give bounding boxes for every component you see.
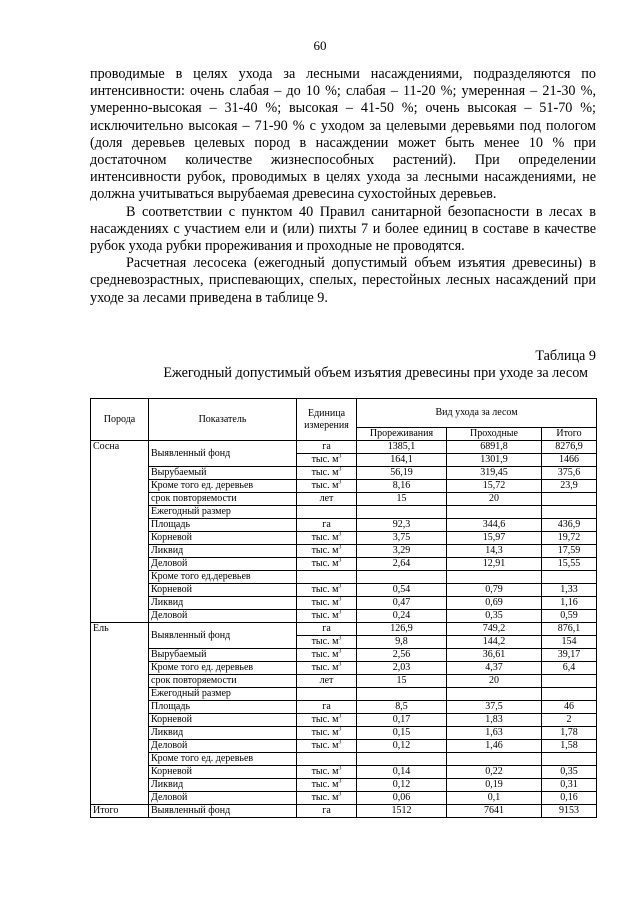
unit-superscript: 3 (338, 609, 342, 616)
indicator-cell: Кроме того ед.деревьев (149, 571, 297, 584)
indicator-cell: Вырубаемый (149, 649, 297, 662)
value-cell: 0,19 (447, 779, 542, 792)
value-cell: 319,45 (447, 467, 542, 480)
value-cell (542, 493, 597, 506)
indicator-cell: срок повторяемости (149, 493, 297, 506)
unit-text: тыс. м (311, 714, 339, 725)
table-row (91, 688, 597, 701)
unit-cell (297, 701, 357, 714)
indicator-cell: Выявленный фонд (149, 623, 297, 649)
value-cell: 9,8 (357, 636, 447, 649)
table-row (91, 597, 597, 610)
value-cell: 375,6 (542, 467, 597, 480)
indicator-cell: Ежегодный размер (149, 506, 297, 519)
species-cell: Ель (91, 623, 149, 805)
table-number: Таблица 9 (535, 348, 596, 364)
value-cell: 0,69 (447, 597, 542, 610)
unit-text: тыс. м (311, 532, 339, 543)
unit-text: тыс. м (311, 766, 339, 777)
unit-cell (297, 610, 357, 623)
value-cell: 7641 (447, 805, 542, 818)
value-cell (357, 688, 447, 701)
unit-text: тыс. м (311, 740, 339, 751)
value-cell: 0,24 (357, 610, 447, 623)
value-cell: 23,9 (542, 480, 597, 493)
total-row (91, 805, 597, 818)
value-cell: 1,58 (542, 740, 597, 753)
table-row (91, 675, 597, 688)
indicator-cell: Площадь (149, 519, 297, 532)
value-cell: 15,97 (447, 532, 542, 545)
unit-superscript: 3 (338, 479, 342, 486)
unit-text: тыс. м (311, 727, 339, 738)
table-row (91, 467, 597, 480)
unit-text: га (322, 441, 331, 452)
value-cell: 1466 (542, 454, 597, 467)
value-cell: 2,64 (357, 558, 447, 571)
indicator-cell: Корневой (149, 584, 297, 597)
table-row (91, 623, 597, 636)
unit-text: тыс. м (311, 610, 339, 621)
indicator-cell: Деловой (149, 792, 297, 805)
value-cell: 0,12 (357, 779, 447, 792)
table-row (91, 714, 597, 727)
indicator-cell: Выявленный фонд (149, 805, 297, 818)
table-row (91, 792, 597, 805)
harvest-volume-table (90, 398, 597, 818)
indicator-cell: Площадь (149, 701, 297, 714)
value-cell: 876,1 (542, 623, 597, 636)
indicator-cell: Корневой (149, 532, 297, 545)
unit-superscript: 3 (338, 596, 342, 603)
table-row (91, 649, 597, 662)
value-cell (357, 506, 447, 519)
value-cell: 126,9 (357, 623, 447, 636)
value-cell: 0,59 (542, 610, 597, 623)
value-cell: 0,15 (357, 727, 447, 740)
value-cell: 154 (542, 636, 597, 649)
unit-cell (297, 493, 357, 506)
page-number: 60 (313, 38, 327, 53)
unit-superscript: 3 (338, 778, 342, 785)
unit-cell (297, 571, 357, 584)
body-text (90, 66, 596, 307)
table-row (91, 493, 597, 506)
species-cell: Итого (91, 805, 149, 818)
indicator-cell: Корневой (149, 766, 297, 779)
header-indicator: Показатель (149, 399, 297, 441)
value-cell: 1301,9 (447, 454, 542, 467)
unit-text: тыс. м (311, 454, 339, 465)
value-cell: 3,29 (357, 545, 447, 558)
unit-superscript: 3 (338, 544, 342, 551)
table-row (91, 701, 597, 714)
value-cell (542, 571, 597, 584)
header-total: Итого (542, 428, 597, 441)
indicator-cell: Ликвид (149, 779, 297, 792)
species-cell: Сосна (91, 441, 149, 623)
indicator-cell: Ежегодный размер (149, 688, 297, 701)
unit-superscript: 3 (338, 726, 342, 733)
unit-cell (297, 545, 357, 558)
value-cell (357, 571, 447, 584)
table-row (91, 740, 597, 753)
value-cell: 1,16 (542, 597, 597, 610)
indicator-cell: Деловой (149, 610, 297, 623)
value-cell: 15,72 (447, 480, 542, 493)
value-cell: 436,9 (542, 519, 597, 532)
unit-cell (297, 480, 357, 493)
indicator-cell: Кроме того ед. деревьев (149, 662, 297, 675)
value-cell: 0,54 (357, 584, 447, 597)
unit-text: тыс. м (311, 779, 339, 790)
unit-text: тыс. м (311, 597, 339, 608)
unit-cell: га (297, 805, 357, 818)
unit-cell (297, 792, 357, 805)
indicator-cell: Ликвид (149, 545, 297, 558)
table-row (91, 727, 597, 740)
value-cell: 0,06 (357, 792, 447, 805)
value-cell (357, 753, 447, 766)
value-cell: 2 (542, 714, 597, 727)
indicator-cell: Деловой (149, 740, 297, 753)
unit-text: тыс. м (311, 545, 339, 556)
unit-superscript: 3 (338, 453, 342, 460)
value-cell: 0,35 (447, 610, 542, 623)
indicator-cell: Деловой (149, 558, 297, 571)
value-cell: 6891,8 (447, 441, 542, 454)
table-row (91, 558, 597, 571)
table-row (91, 779, 597, 792)
unit-cell (297, 675, 357, 688)
header-species: Порода (91, 399, 149, 441)
value-cell: 2,56 (357, 649, 447, 662)
value-cell: 8276,9 (542, 441, 597, 454)
header-care-type: Вид ухода за лесом (357, 399, 597, 428)
unit-text: тыс. м (311, 649, 339, 660)
unit-superscript: 3 (338, 765, 342, 772)
table-row (91, 610, 597, 623)
indicator-cell: срок повторяемости (149, 675, 297, 688)
unit-cell (297, 727, 357, 740)
value-cell: 6,4 (542, 662, 597, 675)
table-row (91, 584, 597, 597)
unit-cell (297, 441, 357, 454)
unit-superscript: 3 (338, 531, 342, 538)
unit-text: тыс. м (311, 636, 339, 647)
unit-cell (297, 623, 357, 636)
value-cell: 46 (542, 701, 597, 714)
unit-superscript: 3 (338, 713, 342, 720)
unit-cell (297, 688, 357, 701)
indicator-cell: Выявленный фонд (149, 441, 297, 467)
value-cell: 164,1 (357, 454, 447, 467)
unit-cell (297, 597, 357, 610)
indicator-cell: Ликвид (149, 727, 297, 740)
unit-cell (297, 532, 357, 545)
unit-superscript: 3 (338, 466, 342, 473)
value-cell (447, 571, 542, 584)
paragraph-intensity: проводимые в целях ухода за лесными насаждениями, подразделяются по интенсивности: очень слабая – до 10 %; слабая – 11-20 %; умеренная – 21-30 %, умеренно-высокая – 31-40 %; высокая – 41-50 %; очень высокая – 51-70 %; исключительно высокая – 71-90 % с уходом за целевыми деревьями под пологом (доля деревьев целевых пород в насаждении может быть менее 10 % при достаточном количестве жизнеспособных растений). При определении интенсивности рубок, проводимых в целях ухода за лесными насаждениями, не должна учитываться вырубаемая древесина сухостойных деревьев. (90, 66, 596, 203)
value-cell: 19,72 (542, 532, 597, 545)
table-row (91, 662, 597, 675)
value-cell: 0,47 (357, 597, 447, 610)
header-unit: Единица измерения (297, 399, 357, 441)
table-row (91, 753, 597, 766)
unit-superscript: 3 (338, 557, 342, 564)
unit-cell (297, 740, 357, 753)
value-cell: 1,78 (542, 727, 597, 740)
value-cell: 20 (447, 675, 542, 688)
table-caption (90, 348, 596, 382)
value-cell: 0,79 (447, 584, 542, 597)
unit-cell (297, 714, 357, 727)
unit-text: тыс. м (311, 467, 339, 478)
value-cell: 15,55 (542, 558, 597, 571)
unit-superscript: 3 (338, 661, 342, 668)
unit-text: лет (319, 493, 334, 504)
value-cell: 0,12 (357, 740, 447, 753)
value-cell: 15 (357, 675, 447, 688)
value-cell: 0,1 (447, 792, 542, 805)
indicator-cell: Ликвид (149, 597, 297, 610)
indicator-cell: Корневой (149, 714, 297, 727)
value-cell: 8,16 (357, 480, 447, 493)
value-cell: 1385,1 (357, 441, 447, 454)
unit-text: га (322, 519, 331, 530)
value-cell: 2,03 (357, 662, 447, 675)
value-cell: 8,5 (357, 701, 447, 714)
unit-text: тыс. м (311, 584, 339, 595)
value-cell: 1512 (357, 805, 447, 818)
unit-superscript: 3 (338, 791, 342, 798)
value-cell: 39,17 (542, 649, 597, 662)
value-cell: 0,16 (542, 792, 597, 805)
value-cell: 1,63 (447, 727, 542, 740)
table-row (91, 532, 597, 545)
value-cell: 0,31 (542, 779, 597, 792)
value-cell: 144,2 (447, 636, 542, 649)
unit-text: га (322, 623, 331, 634)
table-row (91, 766, 597, 779)
unit-cell (297, 662, 357, 675)
header-passing: Проходные (447, 428, 542, 441)
indicator-cell: Вырубаемый (149, 467, 297, 480)
table-row (91, 519, 597, 532)
value-cell: 1,83 (447, 714, 542, 727)
value-cell (542, 506, 597, 519)
value-cell (542, 688, 597, 701)
value-cell: 20 (447, 493, 542, 506)
unit-superscript: 3 (338, 583, 342, 590)
value-cell (447, 506, 542, 519)
value-cell: 56,19 (357, 467, 447, 480)
unit-text: тыс. м (311, 558, 339, 569)
value-cell: 0,22 (447, 766, 542, 779)
unit-text: лет (319, 675, 334, 686)
unit-cell (297, 454, 357, 467)
table-row (91, 506, 597, 519)
unit-text: тыс. м (311, 662, 339, 673)
unit-text: га (322, 701, 331, 712)
unit-cell (297, 753, 357, 766)
unit-text: тыс. м (311, 792, 339, 803)
table-row (91, 441, 597, 454)
unit-cell (297, 506, 357, 519)
value-cell: 9153 (542, 805, 597, 818)
unit-superscript: 3 (338, 635, 342, 642)
indicator-cell: Кроме того ед. деревьев (149, 480, 297, 493)
value-cell: 12,91 (447, 558, 542, 571)
value-cell: 17,59 (542, 545, 597, 558)
table-body (91, 441, 597, 818)
unit-cell (297, 766, 357, 779)
value-cell (447, 688, 542, 701)
value-cell: 1,33 (542, 584, 597, 597)
paragraph-allowable-cut: Расчетная лесосека (ежегодный допустимый объем изъятия древесины) в средневозрастных, приспевающих, спелых, перестойных лесных насаждений при уходе за лесами приведена в таблице 9. (90, 255, 596, 306)
value-cell: 344,6 (447, 519, 542, 532)
value-cell (542, 753, 597, 766)
value-cell: 15 (357, 493, 447, 506)
value-cell: 749,2 (447, 623, 542, 636)
unit-cell (297, 779, 357, 792)
table-row (91, 480, 597, 493)
paragraph-rules: В соответствии с пунктом 40 Правил санитарной безопасности в лесах в насаждениях с участием ели и (или) пихты 7 и более единиц в составе в качестве рубок ухода рубки прореживания и проходные не проводятся. (90, 203, 596, 255)
value-cell: 37,5 (447, 701, 542, 714)
value-cell: 36,61 (447, 649, 542, 662)
value-cell (542, 675, 597, 688)
table-row (91, 571, 597, 584)
unit-cell (297, 467, 357, 480)
value-cell: 14,3 (447, 545, 542, 558)
value-cell: 3,75 (357, 532, 447, 545)
unit-cell (297, 519, 357, 532)
unit-cell (297, 649, 357, 662)
table-title: Ежегодный допустимый объем изъятия древесины при уходе за лесом (163, 365, 588, 381)
unit-superscript: 3 (338, 648, 342, 655)
unit-text: тыс. м (311, 480, 339, 491)
value-cell: 0,17 (357, 714, 447, 727)
value-cell (447, 753, 542, 766)
value-cell: 4,37 (447, 662, 542, 675)
unit-cell (297, 558, 357, 571)
table-row (91, 545, 597, 558)
unit-cell (297, 584, 357, 597)
value-cell: 1,46 (447, 740, 542, 753)
indicator-cell: Кроме того ед. деревьев (149, 753, 297, 766)
unit-cell (297, 636, 357, 649)
unit-superscript: 3 (338, 739, 342, 746)
header-thinning: Прореживания (357, 428, 447, 441)
value-cell: 0,14 (357, 766, 447, 779)
value-cell: 92,3 (357, 519, 447, 532)
value-cell: 0,35 (542, 766, 597, 779)
